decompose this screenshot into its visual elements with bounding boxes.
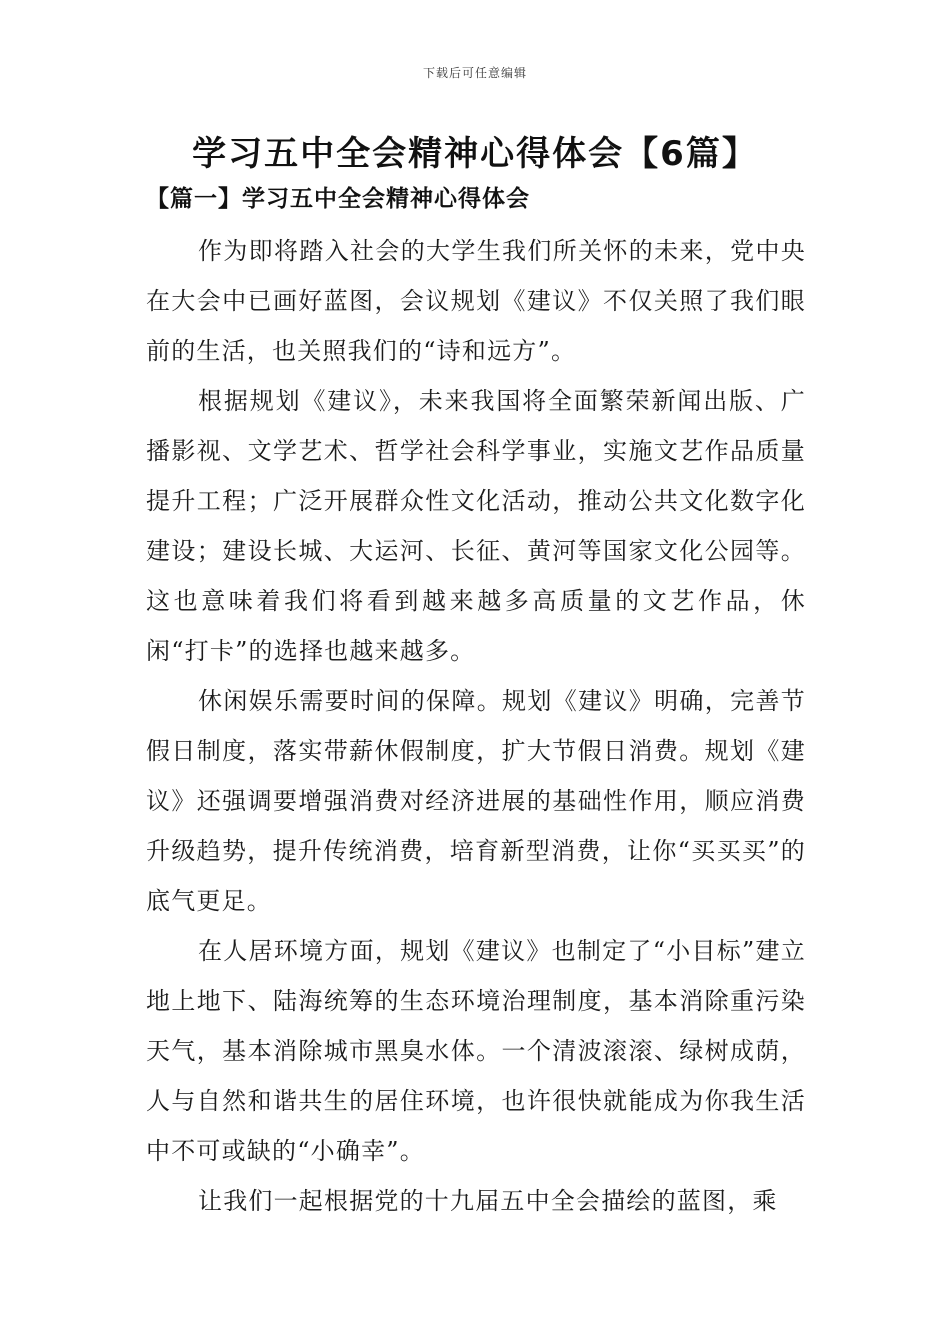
paragraph-5: 让我们一起根据党的十九届五中全会描绘的蓝图，乘 <box>198 1187 778 1215</box>
paragraph-3: 休闲娱乐需要时间的保障。规划《建议》明确，完善节假日制度，落实带薪休假制度，扩大节假日消费。规划《建议》还强调要增强消费对经济进展的基础性作用，顺应消费升级趋势，提升传统消费，培育新型消费，让你“买买买”的底气更足。 <box>146 687 806 915</box>
paragraph-4: 在人居环境方面，规划《建议》也制定了“小目标”建立地上地下、陆海统筹的生态环境治理制度，基本消除重污染天气，基本消除城市黑臭水体。一个清波滚滚、绿树成荫，人与自然和谐共生的居住环境，也许很快就能成为你我生活中不可或缺的“小确幸”。 <box>146 937 806 1165</box>
page-title: 学习五中全会精神心得体会【6篇】 <box>192 134 758 174</box>
section-heading: 【篇一】学习五中全会精神心得体会 <box>146 186 530 212</box>
paragraph-1: 作为即将踏入社会的大学生我们所关怀的未来，党中央在大会中已画好蓝图，会议规划《建议》不仅关照了我们眼前的生活，也关照我们的“诗和远方”。 <box>146 237 806 365</box>
header-note: 下载后可任意编辑 <box>422 66 527 80</box>
document-body <box>146 226 806 1226</box>
paragraph-2: 根据规划《建议》，未来我国将全面繁荣新闻出版、广播影视、文学艺术、哲学社会科学事业，实施文艺作品质量提升工程；广泛开展群众性文化活动，推动公共文化数字化建设；建设长城、大运河、长征、黄河等国家文化公园等。这也意味着我们将看到越来越多高质量的文艺作品，休闲“打卡”的选择也越来越多。 <box>146 387 806 665</box>
